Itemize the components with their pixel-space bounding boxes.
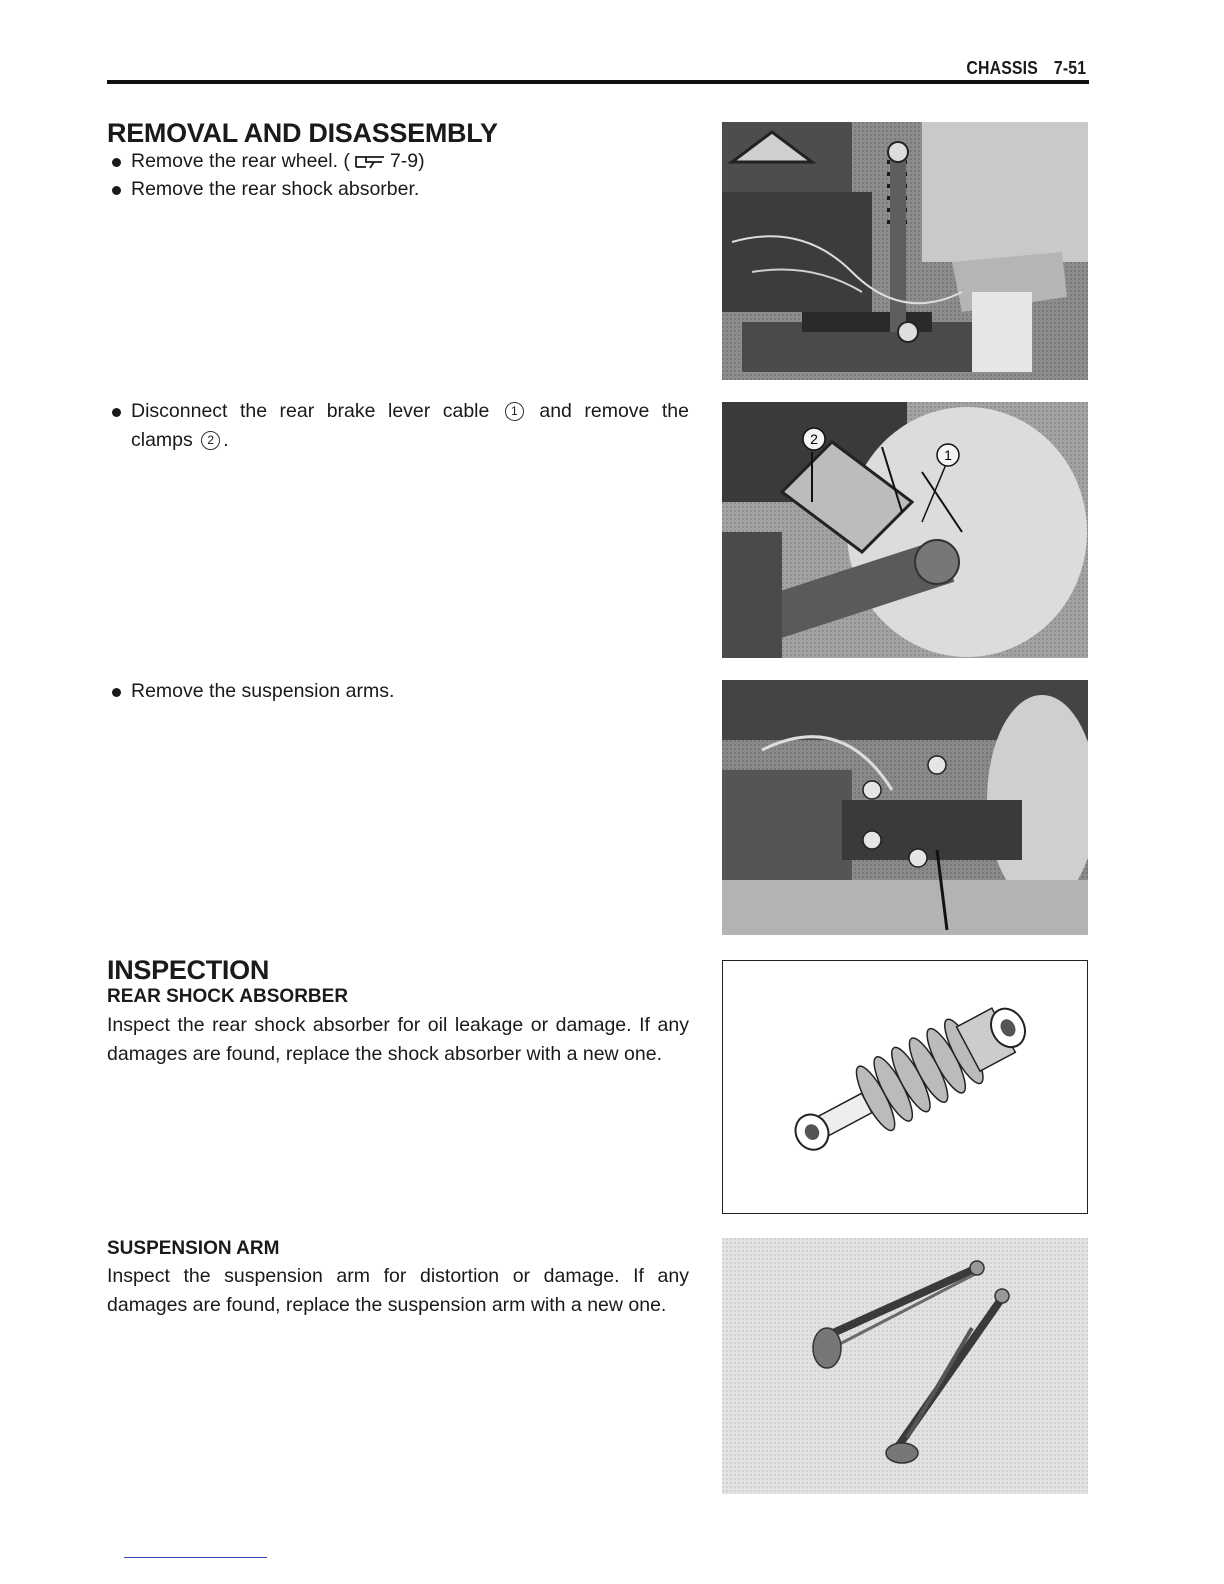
step-remove-wheel-ref[interactable]: 7-9) <box>389 150 425 172</box>
section-name: CHASSIS <box>966 58 1038 78</box>
step-disconnect-end: . <box>223 429 229 451</box>
callout-1: 1 <box>505 402 524 421</box>
step-remove-arms: Remove the suspension arms. <box>107 677 689 706</box>
page-number: 7-51 <box>1053 58 1086 78</box>
fig2-label-2: 2 <box>810 431 818 447</box>
inspection-heading: INSPECTION <box>107 955 270 985</box>
arm-text: Inspect the suspension arm for distortion or damage. If any damages are found, replace the suspension arm with a new one. <box>107 1265 689 1316</box>
step-disconnect-cable <box>107 397 689 455</box>
step-remove-wheel-text: Remove the rear wheel. ( <box>131 150 350 172</box>
fig2-label-1: 1 <box>944 447 952 463</box>
step-disconnect-text-a: Disconnect the rear brake lever cable <box>131 400 490 422</box>
step-disconnect-text-b: and remove the clamps <box>131 400 690 451</box>
photo-suspension-arms-removed <box>722 1238 1088 1494</box>
arm-heading: SUSPENSION ARM <box>107 1238 280 1259</box>
photo-suspension-arms-installed <box>722 680 1088 935</box>
photo-brake-cable-clamps <box>722 402 1088 658</box>
header-rule <box>107 80 1089 84</box>
shock-heading: REAR SHOCK ABSORBER <box>107 986 349 1007</box>
footer-line <box>124 1557 267 1558</box>
reference-hand-icon <box>354 153 386 169</box>
shock-text: Inspect the rear shock absorber for oil leakage or damage. If any damages are found, replace the shock absorber with a new one. <box>107 1014 689 1065</box>
removal-heading: REMOVAL AND DISASSEMBLY <box>107 118 498 148</box>
step-remove-shock: Remove the rear shock absorber. <box>107 175 689 204</box>
running-header <box>966 58 1086 79</box>
photo-rear-shock-installed <box>722 122 1088 380</box>
callout-2: 2 <box>201 431 220 450</box>
step-remove-wheel <box>107 147 689 176</box>
illustration-rear-shock-absorber <box>722 960 1088 1214</box>
